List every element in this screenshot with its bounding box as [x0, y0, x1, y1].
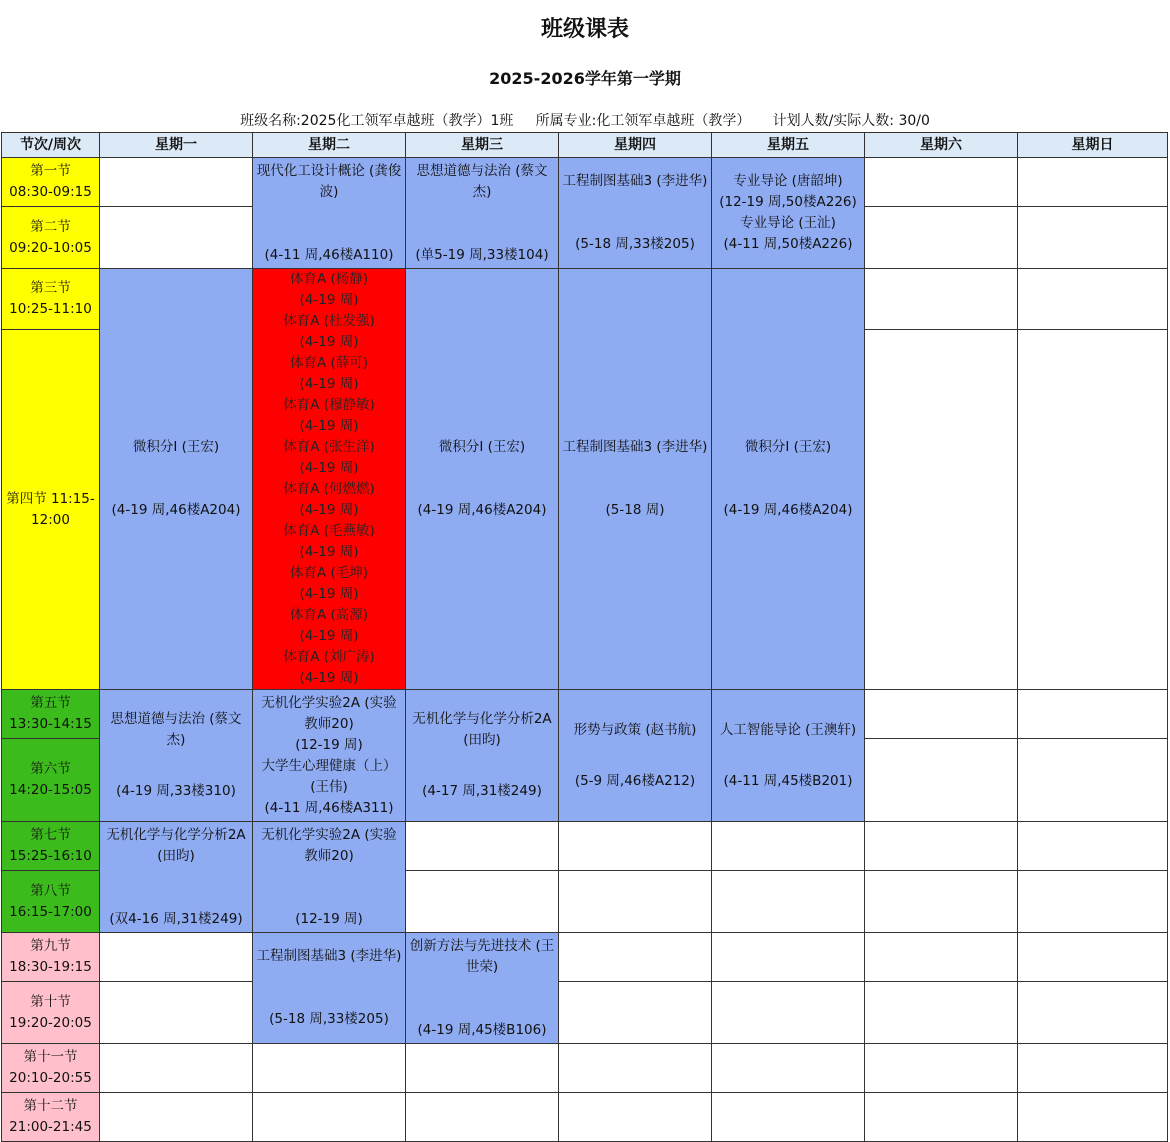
- empty-cell: [559, 1093, 712, 1142]
- corner-header: 节次/周次: [2, 133, 100, 158]
- header-row: [2, 133, 1168, 158]
- empty-cell: [559, 982, 712, 1044]
- empty-cell: [1018, 330, 1168, 690]
- class-info: 班级名称:2025化工领军卓越班（教学）1班 所属专业:化工领军卓越班（教学） 计划人数/实际人数: 30/0: [240, 113, 930, 129]
- empty-cell: [406, 1044, 559, 1093]
- course-cell[interactable]: 无机化学实验2A (实验教师20) (12-19 周): [253, 822, 406, 933]
- empty-cell: [100, 1044, 253, 1093]
- course-cell[interactable]: 无机化学与化学分析2A (田昀) (4-17 周,31楼249): [406, 690, 559, 822]
- empty-cell: [559, 871, 712, 933]
- empty-cell: [100, 982, 253, 1044]
- empty-cell: [1018, 158, 1168, 207]
- empty-cell: [865, 1093, 1018, 1142]
- day-header-sat: 星期六: [865, 133, 1018, 158]
- day-header-mon: 星期一: [100, 133, 253, 158]
- empty-cell: [712, 822, 865, 871]
- empty-cell: [712, 871, 865, 933]
- period-label: 第六节 14:20-15:05: [2, 739, 100, 822]
- period-row: [2, 1044, 1168, 1093]
- semester-subtitle: 2025-2026学年第一学期: [489, 69, 681, 88]
- empty-cell: [712, 982, 865, 1044]
- course-cell[interactable]: 专业导论 (唐韶坤) (12-19 周,50楼A226) 专业导论 (王沚) (4-11 周,50楼A226): [712, 158, 865, 269]
- period-label: 第十二节 21:00-21:45: [2, 1093, 100, 1142]
- empty-cell: [712, 933, 865, 982]
- day-header-sun: 星期日: [1018, 133, 1168, 158]
- page-title: 班级课表: [540, 17, 629, 42]
- period-row: [2, 933, 1168, 982]
- empty-cell: [1018, 1093, 1168, 1142]
- period-label: 第二节 09:20-10:05: [2, 207, 100, 269]
- period-label: 第九节 18:30-19:15: [2, 933, 100, 982]
- period-label: 第五节 13:30-14:15: [2, 690, 100, 739]
- empty-cell: [865, 822, 1018, 871]
- empty-cell: [1018, 822, 1168, 871]
- course-cell[interactable]: 工程制图基础3 (李进华) (5-18 周,33楼205): [559, 158, 712, 269]
- empty-cell: [253, 1044, 406, 1093]
- period-row: [2, 269, 1168, 330]
- empty-cell: [1018, 982, 1168, 1044]
- course-cell[interactable]: 工程制图基础3 (李进华) (5-18 周,33楼205): [253, 933, 406, 1044]
- course-cell[interactable]: 微积分I (王宏) (4-19 周,46楼A204): [712, 269, 865, 690]
- empty-cell: [1018, 933, 1168, 982]
- period-row: [2, 158, 1168, 207]
- course-cell[interactable]: 无机化学与化学分析2A (田昀) (双4-16 周,31楼249): [100, 822, 253, 933]
- course-cell[interactable]: 微积分I (王宏) (4-19 周,46楼A204): [100, 269, 253, 690]
- course-cell[interactable]: 思想道德与法治 (蔡文杰) (单5-19 周,33楼104): [406, 158, 559, 269]
- day-header-tue: 星期二: [253, 133, 406, 158]
- day-header-fri: 星期五: [712, 133, 865, 158]
- empty-cell: [865, 690, 1018, 739]
- period-row: [2, 1093, 1168, 1142]
- period-label: 第十节 19:20-20:05: [2, 982, 100, 1044]
- empty-cell: [100, 1093, 253, 1142]
- empty-cell: [865, 158, 1018, 207]
- empty-cell: [1018, 269, 1168, 330]
- empty-cell: [559, 822, 712, 871]
- period-row: [2, 822, 1168, 871]
- period-label: 第四节 11:15-12:00: [2, 330, 100, 690]
- empty-cell: [865, 207, 1018, 269]
- empty-cell: [865, 269, 1018, 330]
- period-label: 第三节 10:25-11:10: [2, 269, 100, 330]
- empty-cell: [865, 933, 1018, 982]
- empty-cell: [100, 933, 253, 982]
- period-label: 第八节 16:15-17:00: [2, 871, 100, 933]
- empty-cell: [406, 1093, 559, 1142]
- course-cell[interactable]: 思想道德与法治 (蔡文杰) (4-19 周,33楼310): [100, 690, 253, 822]
- course-cell[interactable]: 无机化学实验2A (实验教师20) (12-19 周) 大学生心理健康（上）(王伟) (4-11 周,46楼A311): [253, 690, 406, 822]
- course-cell[interactable]: 工程制图基础3 (李进华) (5-18 周): [559, 269, 712, 690]
- empty-cell: [253, 1093, 406, 1142]
- empty-cell: [865, 982, 1018, 1044]
- course-cell[interactable]: 形势与政策 (赵书航) (5-9 周,46楼A212): [559, 690, 712, 822]
- empty-cell: [1018, 871, 1168, 933]
- period-row: [2, 982, 1168, 1044]
- period-label: 第七节 15:25-16:10: [2, 822, 100, 871]
- empty-cell: [559, 1044, 712, 1093]
- period-label: 第十一节 20:10-20:55: [2, 1044, 100, 1093]
- empty-cell: [1018, 207, 1168, 269]
- empty-cell: [865, 871, 1018, 933]
- empty-cell: [406, 822, 559, 871]
- empty-cell: [100, 158, 253, 207]
- day-header-thu: 星期四: [559, 133, 712, 158]
- course-cell[interactable]: 人工智能导论 (王澳轩) (4-11 周,45楼B201): [712, 690, 865, 822]
- empty-cell: [559, 933, 712, 982]
- empty-cell: [1018, 1044, 1168, 1093]
- period-row: [2, 690, 1168, 739]
- empty-cell: [100, 207, 253, 269]
- course-cell[interactable]: 微积分I (王宏) (4-19 周,46楼A204): [406, 269, 559, 690]
- empty-cell: [865, 330, 1018, 690]
- empty-cell: [865, 739, 1018, 822]
- pe-course-cell[interactable]: 体育A (杨静) (4-19 周) 体育A (杜发强) (4-19 周) 体育A (薛可) (4-19 周) 体育A (穆静敏) (4-19 周) 体育A (张生洋) (4-19 周) 体育A (何燃燃) (4-19 周) 体育A (毛燕敏) (4-19 周) 体育A (毛坤) (4-19 周) 体育A (高源) (4-19 周) 体育A (刘广涛) (4-19 周): [253, 269, 406, 690]
- day-header-wed: 星期三: [406, 133, 559, 158]
- empty-cell: [865, 1044, 1018, 1093]
- timetable: [1, 132, 1168, 1142]
- empty-cell: [1018, 739, 1168, 822]
- course-cell[interactable]: 现代化工设计概论 (龚俊波) (4-11 周,46楼A110): [253, 158, 406, 269]
- empty-cell: [712, 1044, 865, 1093]
- period-label: 第一节 08:30-09:15: [2, 158, 100, 207]
- empty-cell: [406, 871, 559, 933]
- empty-cell: [712, 1093, 865, 1142]
- course-cell[interactable]: 创新方法与先进技术 (王世荣) (4-19 周,45楼B106): [406, 933, 559, 1044]
- empty-cell: [1018, 690, 1168, 739]
